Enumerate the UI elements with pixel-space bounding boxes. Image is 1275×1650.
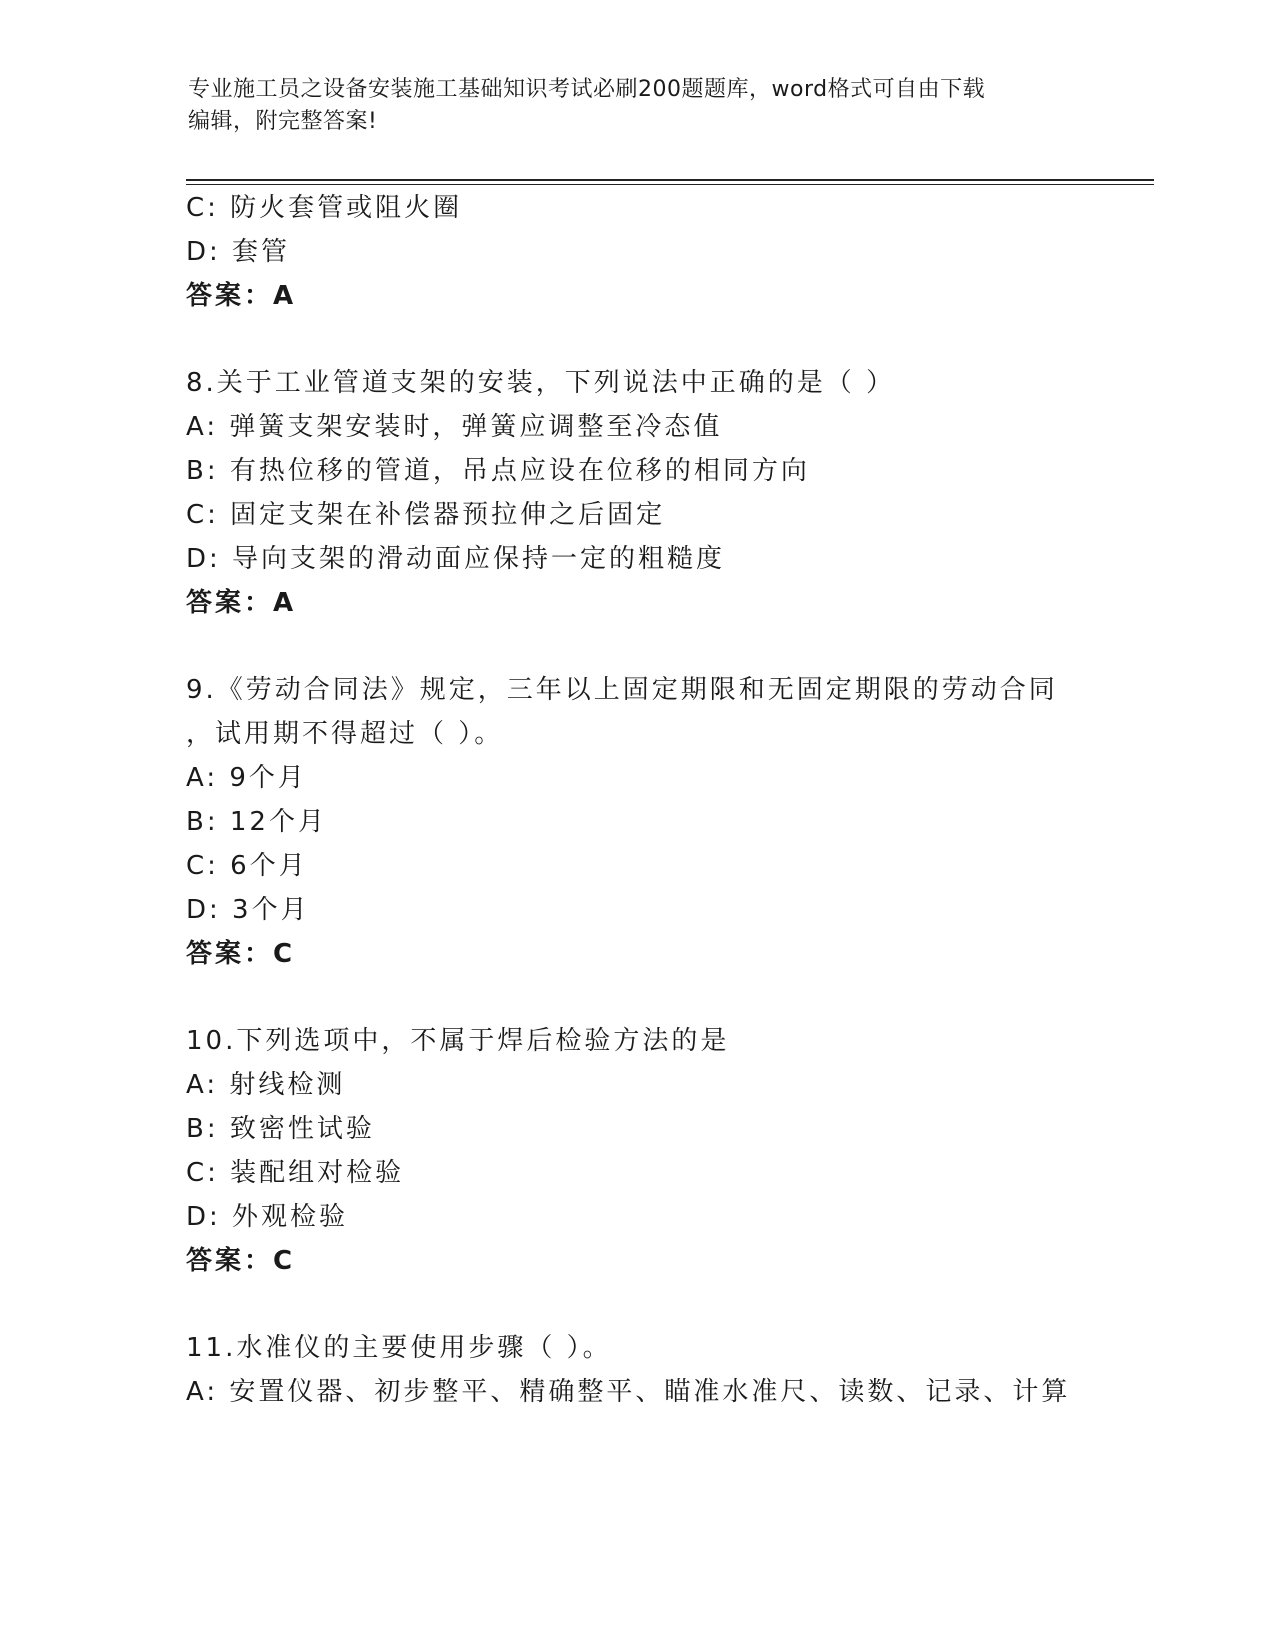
q11-title: 11.水准仪的主要使用步骤（ ）。	[186, 1333, 612, 1363]
q8-option-d: D: 导向支架的滑动面应保持一定的粗糙度	[186, 544, 726, 574]
q7-answer: 答案：A	[186, 281, 297, 311]
q10-option-a: A: 射线检测	[186, 1070, 346, 1100]
q8-option-a: A: 弹簧支架安装时，弹簧应调整至冷态值	[186, 412, 723, 442]
q7-option-c: C: 防火套管或阻火圈	[186, 193, 463, 223]
header-divider-thick	[186, 179, 1154, 181]
q10-answer: 答案：C	[186, 1246, 296, 1276]
header-divider-thin	[186, 184, 1154, 185]
q10-option-c: C: 装配组对检验	[186, 1158, 405, 1188]
q11-option-a: A: 安置仪器、初步整平、精确整平、瞄准水准尺、读数、记录、计算	[186, 1377, 1071, 1407]
page-header	[188, 74, 1088, 138]
q7-option-d: D: 套管	[186, 237, 291, 267]
q9-option-d: D: 3个月	[186, 895, 310, 925]
header-line-2: 编辑，附完整答案!	[188, 109, 378, 134]
q8-answer: 答案：A	[186, 588, 297, 618]
q10-option-d: D: 外观检验	[186, 1202, 349, 1232]
q9-option-b: B: 12个月	[186, 807, 327, 837]
q8-option-b: B: 有热位移的管道，吊点应设在位移的相同方向	[186, 456, 810, 486]
q9-option-c: C: 6个月	[186, 851, 308, 881]
q9-title-line-1: 9.《劳动合同法》规定，三年以上固定期限和无固定期限的劳动合同	[186, 675, 1058, 705]
q10-option-b: B: 致密性试验	[186, 1114, 375, 1144]
header-line-1: 专业施工员之设备安装施工基础知识考试必刷200题题库，word格式可自由下载	[188, 77, 986, 102]
q8-option-c: C: 固定支架在补偿器预拉伸之后固定	[186, 500, 666, 530]
q9-option-a: A: 9个月	[186, 763, 307, 793]
q10-title: 10.下列选项中，不属于焊后检验方法的是	[186, 1026, 730, 1056]
q9-title-line-2: ，试用期不得超过（ ）。	[186, 719, 504, 749]
q9-answer: 答案：C	[186, 939, 296, 969]
q8-title: 8.关于工业管道支架的安装，下列说法中正确的是（ ）	[186, 368, 896, 398]
